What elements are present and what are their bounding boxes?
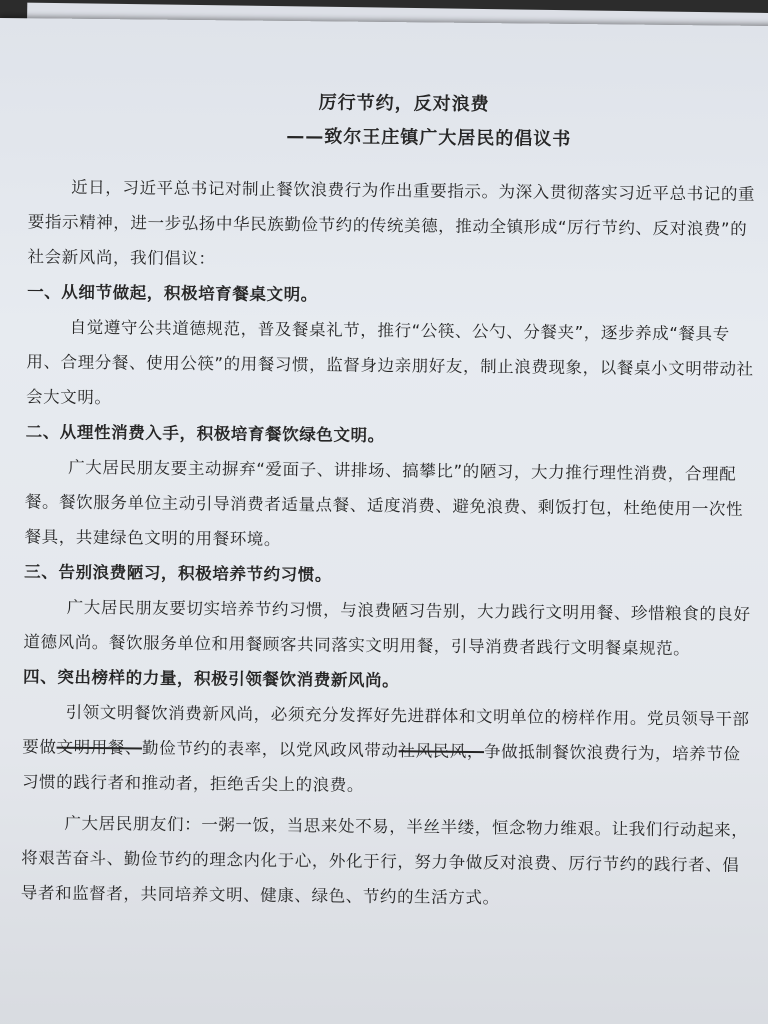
struck-text-1: 文明用餐、 xyxy=(56,737,143,758)
intro-paragraph: 近日，习近平总书记对制止餐饮浪费行为作出重要指示。为深入贯彻落实习近平总书记的重要指示精神，进一步弘扬中华民族勤俭节约的传统美德，推动全镇形成“厉行节约、反对浪费”的社会新风尚，我们倡议： xyxy=(27,177,756,269)
section-body-3: 广大居民朋友要切实培养节约习惯，与浪费陋习告别，大力践行文明用餐、珍惜粮食的良好道德风尚。餐饮服务单位和用餐顾客共同落实文明用餐，引导消费者践行文明餐桌规范。 xyxy=(23,597,751,659)
section-body-2: 广大居民朋友要主动摒弃“爱面子、讲排场、搞攀比”的陋习，大力推行理性消费，合理配餐。餐饮服务单位主动引导消费者适量点餐、适度消费、避免浪费、剩饭打包，杜绝使用一次性餐具，共建绿色文明的用餐环境。 xyxy=(24,457,744,549)
section-heading-4: 四、突出榜样的力量，积极引领餐饮消费新风尚。 xyxy=(23,667,400,691)
document-page xyxy=(0,18,768,1024)
document-subtitle: ——致尔王庄镇广大居民的倡议书 xyxy=(286,126,572,150)
section-body-1: 自觉遵守公共道德规范，普及餐桌礼节，推行“公筷、公勺、分餐夹”，逐步养成“餐具专用、合理分餐、使用公筷”的用餐习惯，监督身边亲朋好友，制止浪费现象，以餐桌小文明带动社会大文明。 xyxy=(25,317,754,408)
document-title: 厉行节约，反对浪费 xyxy=(318,92,490,116)
section-heading-3: 三、告别浪费陋习，积极培养节约习惯。 xyxy=(24,562,333,585)
section-body-4-part-1: 引领文明餐饮消费新风尚，必须充分发挥好先进群体和文明单位的榜样作用。党员领导干部要做 xyxy=(22,702,750,757)
section-heading-2: 二、从理性消费入手，积极培育餐饮绿色文明。 xyxy=(25,422,385,446)
struck-text-2: 社风民风， xyxy=(398,741,485,762)
document-content xyxy=(21,73,760,918)
section-heading-1: 一、从细节做起，积极培育餐桌文明。 xyxy=(27,282,318,305)
section-body-4-part-2: 勤俭节约的表率，以党风政风带动 xyxy=(141,738,399,761)
closing-paragraph: 广大居民朋友们：一粥一饭，当思来处不易，半丝半缕，恒念物力维艰。让我们行动起来，将艰苦奋斗、勤俭节约的理念内化于心，外化于行，努力争做反对浪费、厉行节约的践行者、倡导者和监督者，共同培养文明、健康、绿色、节约的生活方式。 xyxy=(20,813,749,908)
section-body-4 xyxy=(22,694,753,807)
section-body-4-part-3: 争做抵制餐饮浪费行为，培养节俭习惯的践行者和推动者，拒绝舌尖上的浪费。 xyxy=(21,742,741,795)
